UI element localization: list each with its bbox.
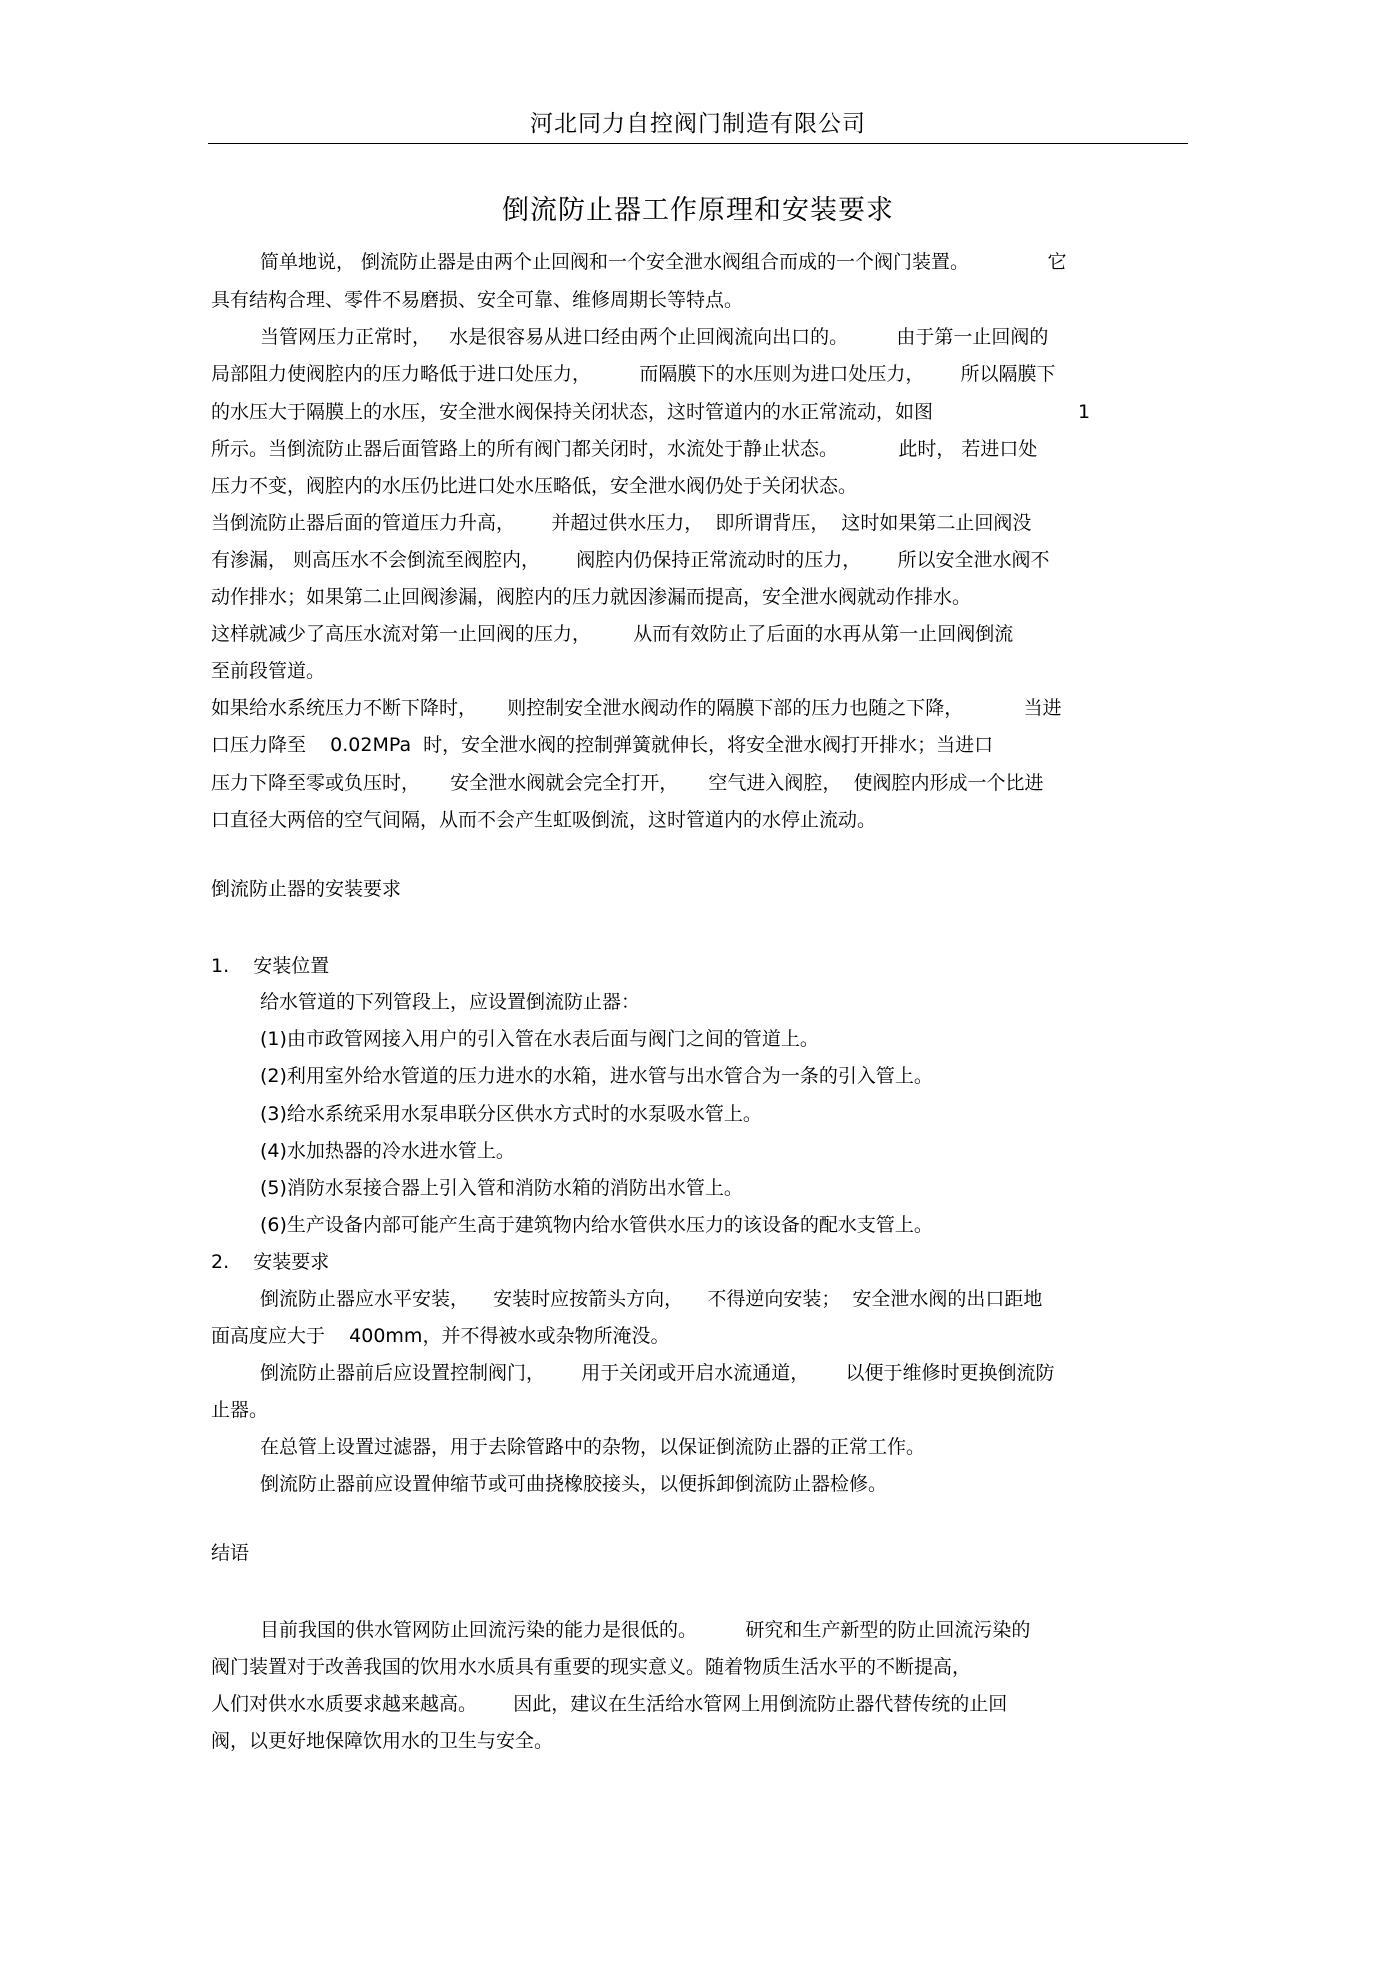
- header-divider: [208, 143, 1188, 144]
- body-line: 局部阻力使阀腔内的压力略低于进口处压力， 而隔膜下的水压则为进口处压力， 所以隔膜下: [211, 363, 1056, 385]
- body-line: 如果给水系统压力不断下降时， 则控制安全泄水阀动作的隔膜下部的压力也随之下降， 当进: [211, 697, 1062, 719]
- body-line: 所示。当倒流防止器后面管路上的所有阀门都关闭时，水流处于静止状态。 此时， 若进口处: [211, 438, 1038, 460]
- body-line: 在总管上设置过滤器，用于去除管路中的杂物，以保证倒流防止器的正常工作。: [260, 1436, 926, 1458]
- body-line: 口直径大两倍的空气间隔，从而不会产生虹吸倒流，这时管道内的水停止流动。: [211, 809, 877, 831]
- body-line: 具有结构合理、零件不易磨损、安全可靠、维修周期长等特点。: [211, 289, 744, 311]
- body-line: 倒流防止器前应设置伸缩节或可曲挠橡胶接头，以便拆卸倒流防止器检修。: [260, 1473, 888, 1495]
- body-line: 目前我国的供水管网防止回流污染的能力是很低的。 研究和生产新型的防止回流污染的: [260, 1619, 1031, 1641]
- body-line: 的水压大于隔膜上的水压，安全泄水阀保持关闭状态，这时管道内的水正常流动，如图 1: [211, 401, 1091, 423]
- body-line: 倒流防止器前后应设置控制阀门， 用于关闭或开启水流通道， 以便于维修时更换倒流防: [260, 1362, 1055, 1384]
- body-line: 这样就减少了高压水流对第一止回阀的压力， 从而有效防止了后面的水再从第一止回阀倒流: [211, 623, 1014, 645]
- list-item: (4)水加热器的冷水进水管上。: [260, 1140, 515, 1162]
- body-line: 阀门装置对于改善我国的饮用水水质具有重要的现实意义。随着物质生活水平的不断提高，: [211, 1656, 972, 1678]
- company-header: 河北同力自控阀门制造有限公司: [530, 111, 866, 137]
- list-item: (1)由市政管网接入用户的引入管在水表后面与阀门之间的管道上。: [260, 1028, 819, 1050]
- list-item: 给水管道的下列管段上，应设置倒流防止器：: [260, 991, 641, 1013]
- body-line: 倒流防止器应水平安装， 安装时应按箭头方向， 不得逆向安装； 安全泄水阀的出口距地: [260, 1288, 1043, 1310]
- body-line: 口压力降至 0.02MPa 时，安全泄水阀的控制弹簧就伸长，将安全泄水阀打开排水；当进口: [211, 734, 994, 756]
- list-item-number: 1. 安装位置: [211, 955, 330, 977]
- body-line: 面高度应大于 400mm，并不得被水或杂物所淹没。: [211, 1325, 670, 1347]
- body-line: 当管网压力正常时， 水是很容易从进口经由两个止回阀流向出口的。 由于第一止回阀的: [260, 326, 1049, 348]
- body-line: 压力下降至零或负压时， 安全泄水阀就会完全打开， 空气进入阀腔， 使阀腔内形成一个比进: [211, 772, 1044, 794]
- list-item: (6)生产设备内部可能产生高于建筑物内给水管供水压力的该设备的配水支管上。: [260, 1214, 933, 1236]
- body-line: 至前段管道。: [211, 660, 326, 682]
- document-title: 倒流防止器工作原理和安装要求: [502, 195, 894, 226]
- body-line: 阀，以更好地保障饮用水的卫生与安全。: [211, 1730, 554, 1752]
- body-line: 当倒流防止器后面的管道压力升高， 并超过供水压力， 即所谓背压， 这时如果第二止回阀没: [211, 512, 1032, 534]
- body-line: 人们对供水水质要求越来越高。 因此，建议在生活给水管网上用倒流防止器代替传统的止回: [211, 1693, 1008, 1715]
- list-item-number: 2. 安装要求: [211, 1251, 330, 1273]
- body-line: 动作排水；如果第二止回阀渗漏，阀腔内的压力就因渗漏而提高，安全泄水阀就动作排水。: [211, 586, 972, 608]
- section-heading-install: 倒流防止器的安装要求: [211, 878, 402, 900]
- list-item: (3)给水系统采用水泵串联分区供水方式时的水泵吸水管上。: [260, 1103, 762, 1125]
- body-line: 有渗漏， 则高压水不会倒流至阀腔内， 阀腔内仍保持正常流动时的压力， 所以安全泄水阀不: [211, 549, 1050, 571]
- body-line: 止器。: [211, 1399, 269, 1421]
- list-item: (2)利用室外给水管道的压力进水的水箱，进水管与出水管合为一条的引入管上。: [260, 1065, 933, 1087]
- section-heading-conclusion: 结语: [211, 1542, 250, 1564]
- list-item: (5)消防水泵接合器上引入管和消防水箱的消防出水管上。: [260, 1177, 743, 1199]
- body-line: 压力不变，阀腔内的水压仍比进口处水压略低，安全泄水阀仍处于关闭状态。: [211, 475, 858, 497]
- body-line: 简单地说， 倒流防止器是由两个止回阀和一个安全泄水阀组合而成的一个阀门装置。 它: [260, 251, 1067, 273]
